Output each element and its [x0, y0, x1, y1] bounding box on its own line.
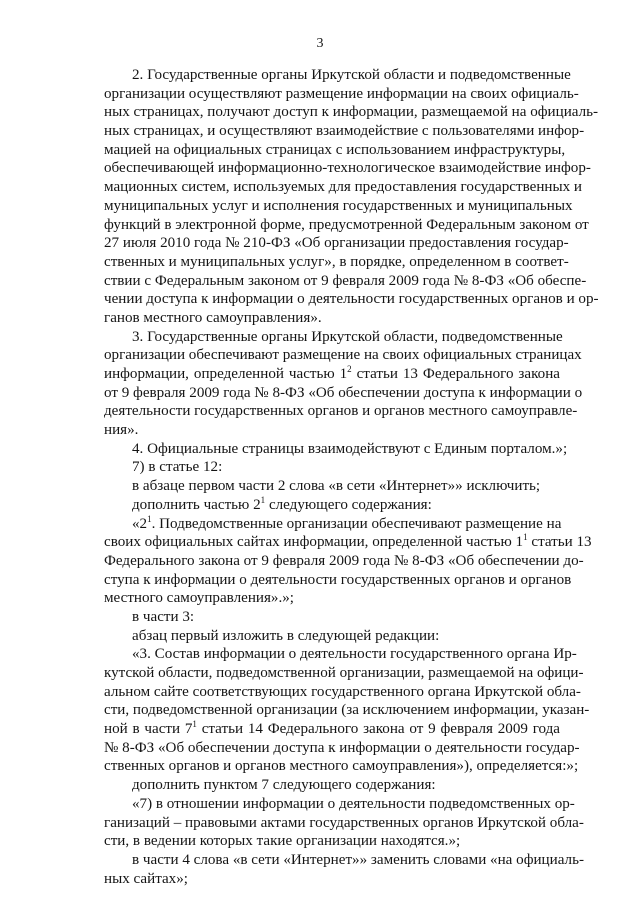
- text-line: мационных систем, используемых для предоставления государственных и: [104, 179, 583, 196]
- text-line: «7) в отношении информации о деятельности подведомственных ор-: [132, 795, 575, 812]
- paragraph: [104, 645, 590, 776]
- paragraph: [104, 608, 560, 627]
- text-line: дополнить пунктом 7 следующего содержания:: [132, 777, 436, 794]
- paragraph: [104, 851, 584, 888]
- text-line: организации обеспечивают размещение на своих официальных страницах: [104, 347, 582, 364]
- text-line: ганизаций – правовыми актами государственных органов Иркутской обла-: [104, 814, 584, 831]
- text-line: ных сайтах»;: [104, 870, 188, 887]
- paragraph: [104, 513, 592, 608]
- text-line: своих официальных сайтах информации, определенной частью $1^1$ статьи 13: [104, 532, 592, 551]
- paragraph: [104, 458, 560, 477]
- paragraph: [104, 795, 584, 851]
- text-line: дополнить частью $2^1$ следующего содержания:: [132, 494, 432, 513]
- paragraph: [104, 776, 560, 795]
- text-line: ния».: [104, 422, 139, 439]
- text-line: мацией на официальных страницах с использованием инфраструктуры,: [104, 141, 566, 158]
- text-line: 3. Государственные органы Иркутской области, подведомственные: [132, 328, 563, 345]
- text-line: в части 4 слова «в сети «Интернет»» заменить словами «на официаль-: [132, 851, 584, 868]
- text-line: 27 июля 2010 года № 210-ФЗ «Об организации предоставления государ-: [104, 235, 569, 252]
- text-line: в части 3:: [132, 608, 195, 625]
- paragraph: [104, 328, 583, 440]
- paragraph: [104, 66, 599, 328]
- text-line: ной в части $7^1$ статьи 14 Федерального закона от 9 февраля 2009 года: [104, 719, 561, 738]
- text-line: Федерального закона от 9 февраля 2009 года № 8-ФЗ «Об обеспечении до-: [104, 552, 584, 569]
- text-line: сти, в ведении которых такие организации находятся.»;: [104, 833, 461, 850]
- paragraph: [104, 440, 568, 459]
- text-line: ступа к информации о деятельности государственных органов и органов: [104, 571, 572, 588]
- paragraph: [104, 496, 560, 515]
- paragraph: [104, 627, 560, 646]
- text-line: ных страницах, получают доступ к информации, размещаемой на официаль-: [104, 104, 599, 121]
- text-line: от 9 февраля 2009 года № 8-ФЗ «Об обеспечении доступа к информации о: [104, 384, 583, 401]
- text-line: кутской области, подведомственной организации, размещаемой на офици-: [104, 665, 584, 681]
- text-line: абзац первый изложить в следующей редакции:: [132, 627, 440, 644]
- text-line: альном сайте соответствующих государственного органа Иркутской обла-: [104, 683, 581, 700]
- text-line: чении доступа к информации о деятельности государственных органов и ор-: [104, 291, 599, 308]
- text-line: местного самоуправления».»;: [104, 590, 294, 607]
- text-line: муниципальных услуг и исполнения государственных и муниципальных: [104, 197, 573, 214]
- text-line: в абзаце первом части 2 слова «в сети «Интернет»» исключить;: [132, 478, 541, 495]
- text-line: ганов местного самоуправления».: [104, 309, 322, 326]
- paragraph: [104, 477, 560, 496]
- text-line: организации осуществляют размещение информации на своих официаль-: [104, 85, 579, 102]
- page-number: 3: [316, 36, 324, 51]
- text-line: обеспечивающей информационно-технологическое взаимодействие инфор-: [104, 160, 591, 177]
- text-line: 7) в статье 12:: [132, 459, 223, 476]
- text-line: 2. Государственные органы Иркутской области и подведомственные: [132, 67, 571, 83]
- text-line: ственных и муниципальных услуг», в порядке, определенном в соответ-: [104, 253, 569, 270]
- document-body: [104, 66, 599, 888]
- text-line: «$2^1$. Подведомственные организации обеспечивают размещение на: [132, 513, 562, 532]
- text-line: ственных органов и органов местного самоуправления»), определяется:»;: [104, 758, 579, 775]
- text-line: ных страницах, и осуществляют взаимодействие с пользователями инфор-: [104, 123, 585, 140]
- text-line: «3. Состав информации о деятельности государственного органа Ир-: [132, 646, 577, 663]
- text-line: № 8-ФЗ «Об обеспечении доступа к информации о деятельности государ-: [104, 739, 580, 756]
- text-line: ствии с Федеральным законом от 9 февраля 2009 года № 8-ФЗ «Об обеспе-: [104, 272, 587, 289]
- text-line: деятельности государственных органов и органов местного самоуправле-: [104, 403, 578, 420]
- text-line: информации, определенной частью $1^2$ статьи 13 Федерального закона: [104, 364, 560, 382]
- text-line: сти, подведомственной организации (за исключением информации, указан-: [104, 702, 590, 719]
- text-line: 4. Официальные страницы взаимодействуют с Единым порталом.»;: [132, 440, 568, 457]
- text-line: функций в электронной форме, предусмотренной Федеральным законом от: [104, 216, 589, 233]
